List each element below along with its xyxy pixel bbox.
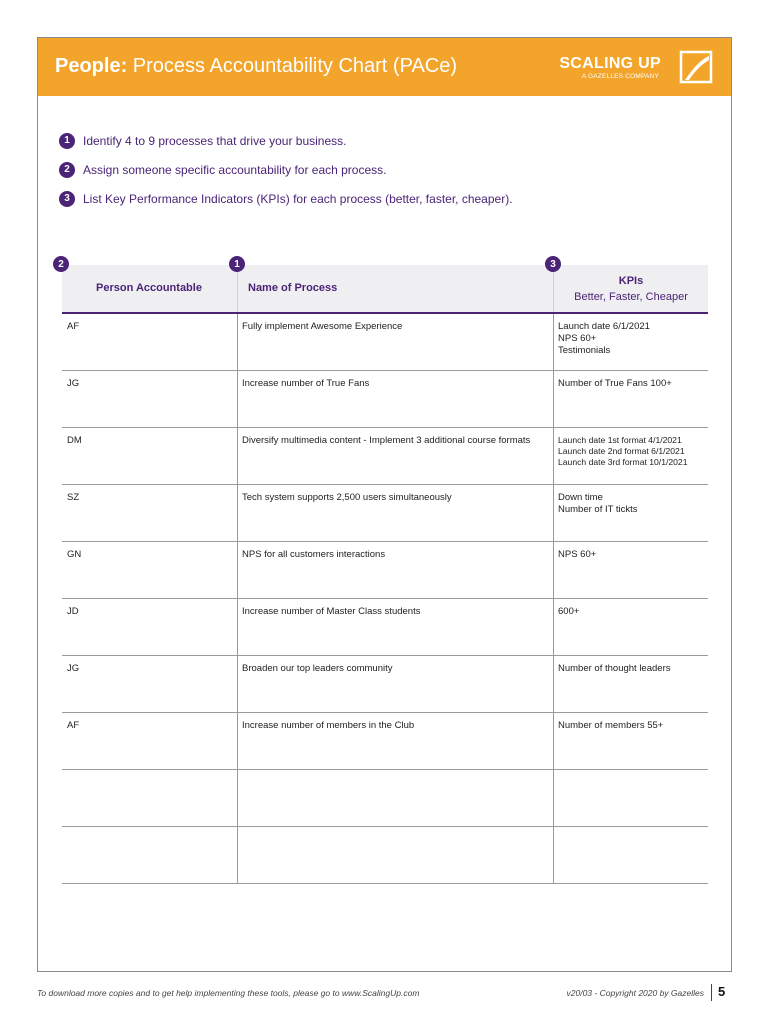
cell-person: JG [67,663,80,674]
cell-person: SZ [67,492,80,503]
table-row [62,656,708,713]
kpi-line: Down time [558,492,603,503]
kpi-line: 600+ [558,606,580,617]
cell-kpis [553,827,708,883]
cell-kpis [553,656,708,712]
footer-download-note: To download more copies and to get help implementing these tools, please go to www.ScalingUp.com [37,988,420,998]
kpi-line: Number of True Fans 100+ [558,378,672,389]
table-row [62,314,708,371]
cell-process [237,770,553,826]
kpi-line: Launch date 6/1/2021 [558,321,650,332]
header-person-accountable [58,258,237,312]
cell-process: Broaden our top leaders community [237,656,553,712]
instructions-list [59,126,513,213]
step-badge: 3 [59,191,75,207]
cell-process: Increase number of members in the Club [237,713,553,769]
cell-process [237,827,553,883]
table-row [62,542,708,599]
header-name-of-process [234,258,553,312]
step-badge: 3 [545,256,561,272]
cell-person: JG [67,378,80,389]
header-label: Person Accountable [96,282,202,294]
footer-copyright: v20/03 - Copyright 2020 by Gazelles [566,988,704,998]
table-row [62,599,708,656]
cell-kpis [553,599,708,655]
cell-kpis [553,485,708,541]
table-row [62,371,708,428]
title-bold: People: [55,55,128,77]
logo-text: SCALING UP [559,55,661,72]
cell-kpis [553,713,708,769]
header-sublabel: Better, Faster, Cheaper [574,291,688,303]
table-header [58,258,708,314]
kpi-line: NPS 60+ [558,333,597,344]
cell-kpis [553,770,708,826]
worksheet-frame [37,37,732,972]
cell-person [62,770,237,826]
kpi-line: Testimonials [558,345,611,356]
cell-person: AF [67,321,80,332]
header-kpis [550,258,708,312]
kpi-line: Launch date 2nd format 6/1/2021 [558,446,685,456]
table-row [62,827,708,884]
instruction-text: List Key Performance Indicators (KPIs) for each process (better, faster, cheaper). [83,191,513,206]
cell-person: DM [67,435,82,446]
instruction-text: Assign someone specific accountability for each process. [83,162,387,177]
cell-person: JD [67,606,79,617]
title-rest: Process Accountability Chart (PACe) [127,55,458,77]
cell-process: NPS for all customers interactions [237,542,553,598]
cell-person: AF [67,720,80,731]
step-badge: 1 [229,256,245,272]
table-row [62,713,708,770]
cell-process: Fully implement Awesome Experience [237,314,553,370]
page-number: 5 [718,984,726,999]
pace-table [58,258,708,884]
table-row [62,428,708,485]
page-title [55,55,457,78]
cell-process: Increase number of True Fans [237,371,553,427]
cell-kpis [553,542,708,598]
logo-subtitle: A GAZELLES COMPANY [581,73,659,80]
cell-kpis [553,314,708,370]
kpi-line: Launch date 3rd format 10/1/2021 [558,457,688,467]
kpi-line: Number of IT tickts [558,504,638,515]
cell-person: GN [67,549,82,560]
table-body [62,314,708,884]
cell-process: Diversify multimedia content - Implement 3 additional course formats [237,428,553,484]
instruction-text: Identify 4 to 9 processes that drive your business. [83,133,347,148]
page-header [38,38,731,96]
table-row [62,770,708,827]
header-label: Name of Process [248,282,338,294]
instruction-item [59,155,513,184]
table-row [62,485,708,542]
kpi-line: NPS 60+ [558,549,597,560]
page-number-divider [711,984,712,1001]
cell-process: Tech system supports 2,500 users simultaneously [237,485,553,541]
header-label: KPIs [618,275,644,287]
instruction-item [59,126,513,155]
kpi-line: Number of members 55+ [558,720,664,731]
kpi-line: Number of thought leaders [558,663,671,674]
cell-kpis [553,428,708,484]
cell-kpis [553,371,708,427]
logo-mark-icon [679,50,713,84]
step-badge: 1 [59,133,75,149]
cell-person [62,827,237,883]
step-badge: 2 [53,256,69,272]
kpi-line: Launch date 1st format 4/1/2021 [558,435,682,445]
step-badge: 2 [59,162,75,178]
cell-process: Increase number of Master Class students [237,599,553,655]
instruction-item [59,184,513,213]
scaling-up-logo [559,50,713,84]
